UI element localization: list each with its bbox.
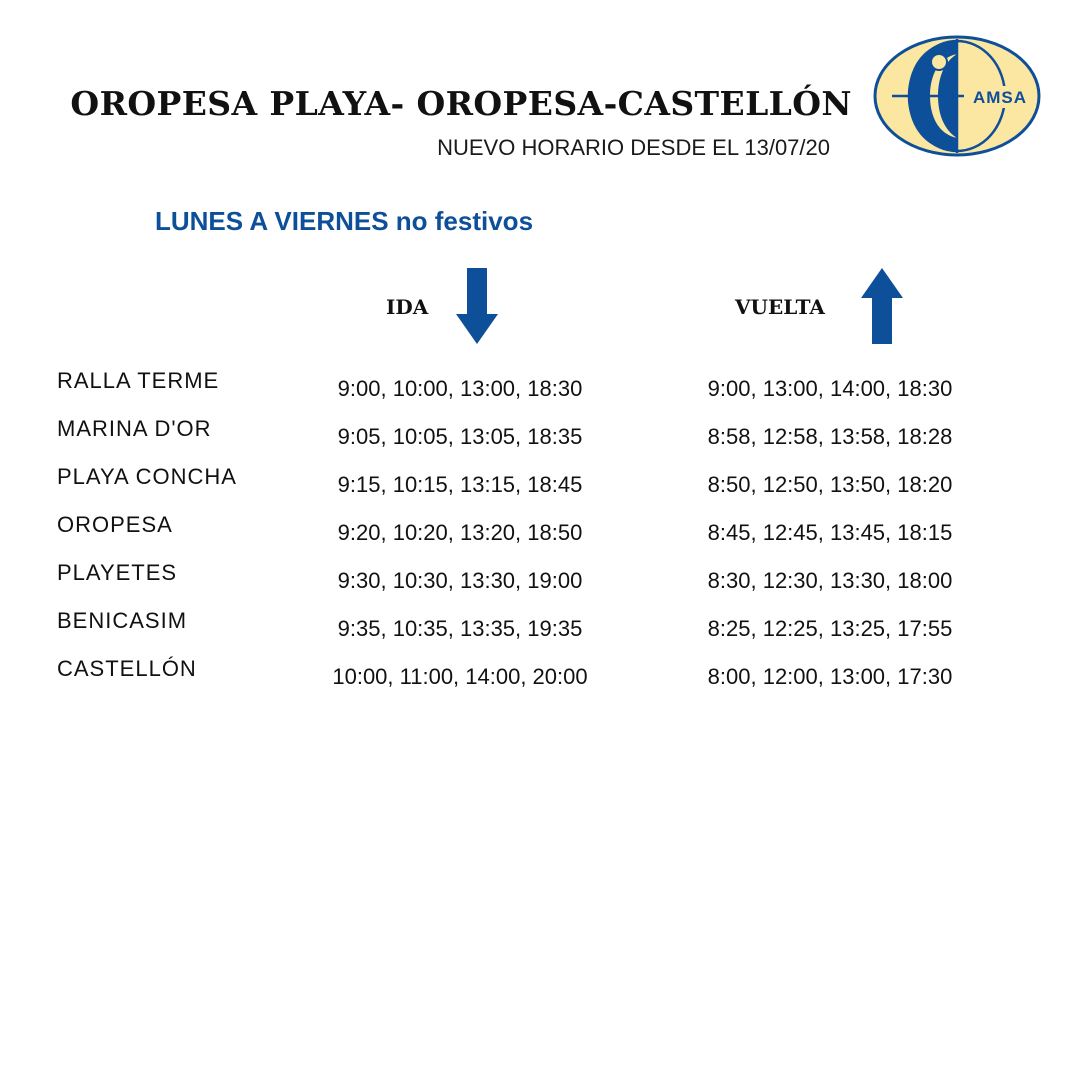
ida-times: 9:05, 10:05, 13:05, 18:35 <box>337 424 583 449</box>
ida-times: 9:20, 10:20, 13:20, 18:50 <box>337 520 583 545</box>
table-row <box>0 410 1080 458</box>
schedule-subtitle: NUEVO HORARIO DESDE EL 13/07/20 <box>437 135 830 160</box>
vuelta-times: 8:50, 12:50, 13:50, 18:20 <box>707 472 953 497</box>
schedule-table <box>0 362 1080 698</box>
vuelta-times: 8:25, 12:25, 13:25, 17:55 <box>707 616 953 641</box>
table-row <box>0 602 1080 650</box>
vuelta-times: 8:30, 12:30, 13:30, 18:00 <box>707 568 953 593</box>
table-row <box>0 458 1080 506</box>
vuelta-column-label: VUELTA <box>735 295 825 319</box>
vuelta-times: 8:00, 12:00, 13:00, 17:30 <box>707 664 953 689</box>
stop-name: BENICASIM <box>57 608 188 633</box>
page-title: OROPESA PLAYA- OROPESA-CASTELLÓN <box>70 84 852 123</box>
table-row <box>0 506 1080 554</box>
stop-name: MARINA D'OR <box>57 416 212 441</box>
stop-name: RALLA TERME <box>57 368 220 393</box>
schedule-heading: LUNES A VIERNES no festivos <box>155 206 534 236</box>
stop-name: OROPESA <box>57 512 173 537</box>
table-row <box>0 650 1080 698</box>
logo-dot <box>931 54 947 70</box>
amsa-logo <box>872 34 1042 158</box>
table-row <box>0 554 1080 602</box>
vuelta-times: 9:00, 13:00, 14:00, 18:30 <box>707 376 953 401</box>
logo-text: AMSA <box>972 88 1028 107</box>
ida-times: 9:00, 10:00, 13:00, 18:30 <box>337 376 583 401</box>
ida-times: 10:00, 11:00, 14:00, 20:00 <box>332 664 588 689</box>
ida-column-label: IDA <box>386 295 429 319</box>
ida-times: 9:35, 10:35, 13:35, 19:35 <box>337 616 583 641</box>
arrow-up-icon <box>861 268 903 344</box>
stop-name: CASTELLÓN <box>57 656 197 681</box>
table-row <box>0 362 1080 410</box>
arrow-down-icon <box>456 268 498 344</box>
stop-name: PLAYETES <box>57 560 178 585</box>
ida-times: 9:15, 10:15, 13:15, 18:45 <box>337 472 583 497</box>
ida-times: 9:30, 10:30, 13:30, 19:00 <box>337 568 583 593</box>
stop-name: PLAYA CONCHA <box>57 464 237 489</box>
vuelta-times: 8:45, 12:45, 13:45, 18:15 <box>707 520 953 545</box>
vuelta-times: 8:58, 12:58, 13:58, 18:28 <box>707 424 953 449</box>
